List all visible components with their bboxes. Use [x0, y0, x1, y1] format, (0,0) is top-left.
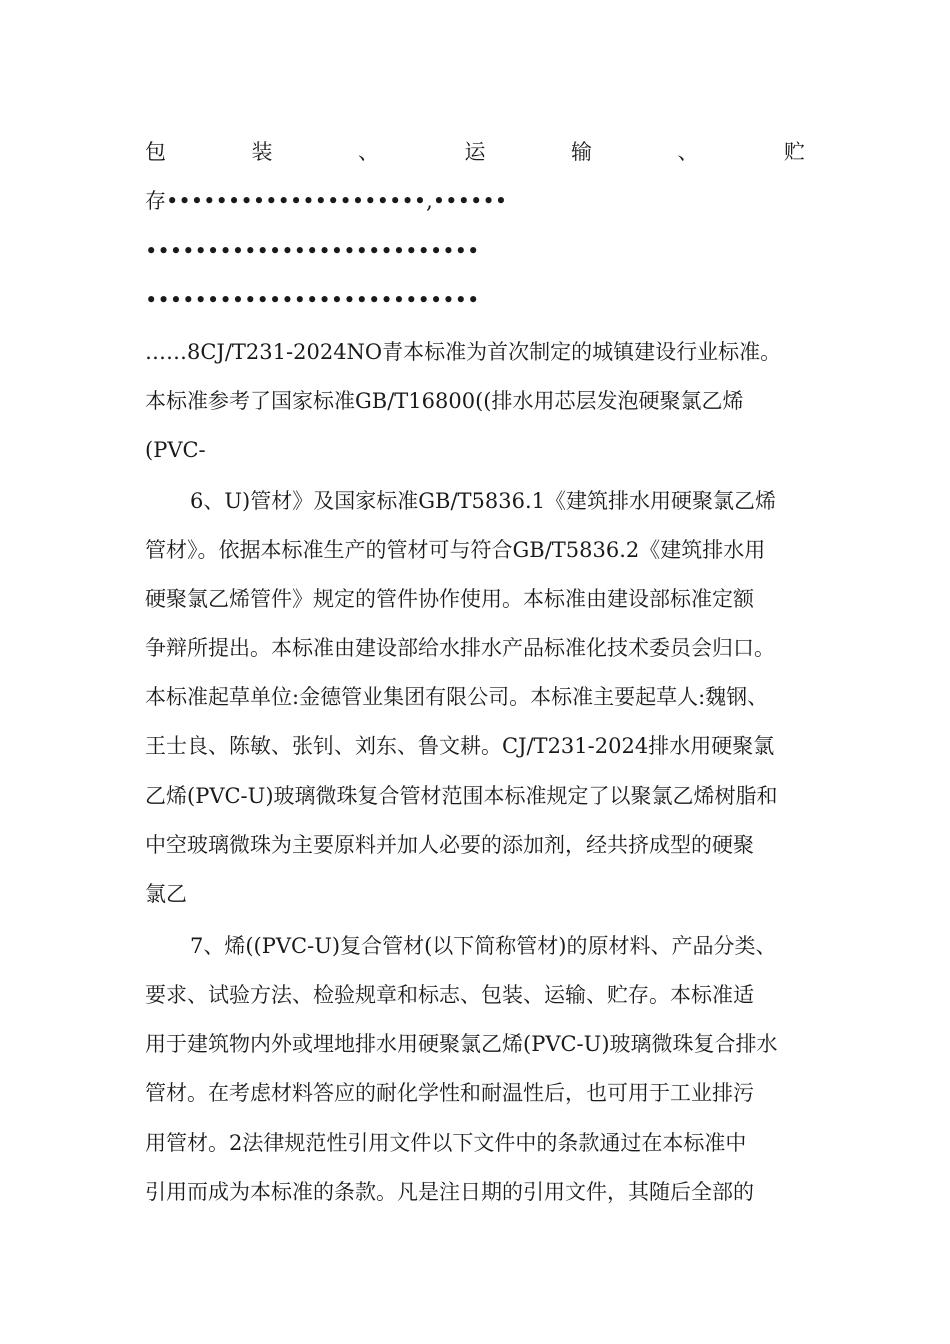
char-comma-1: 、: [358, 140, 379, 164]
text-line-5: ……8CJ/T231-2024NO青本标准为首次制定的城镇建设行业标准。: [145, 340, 782, 364]
text-line-20: 管材。在考虑材料答应的耐化学性和耐温性后，也可用于工业排污: [145, 1081, 754, 1105]
text-line-10: 硬聚氯乙烯管件》规定的管件协作使用。本标准由建设部标准定额: [145, 587, 754, 611]
char-bao: 包: [145, 140, 166, 164]
text-line-19: 用于建筑物内外或埋地排水用硬聚氯乙烯(PVC-U)玻璃微珠复合排水: [145, 1032, 778, 1056]
text-line-6: 本标准参考了国家标准GB/T16800((排水用芯层发泡硬聚氯乙烯: [145, 389, 744, 413]
text-line-heading: [145, 137, 805, 167]
text-line-21: 用管材。2法律规范性引用文件以下文件中的条款通过在本标准中: [145, 1131, 747, 1155]
char-yun: 运: [464, 140, 486, 164]
text-line-toc-2: •••••••••••••••••••••••••••: [145, 239, 480, 263]
text-line-16: 氯乙: [145, 882, 187, 906]
char-shu: 输: [571, 140, 592, 164]
char-zhu: 贮: [784, 140, 805, 164]
text-line-toc-1: 存•••••••••••••••••••••,••••••: [145, 189, 508, 213]
text-line-11: 争辩所提出。本标准由建设部给水排水产品标准化技术委员会归口。: [145, 636, 775, 660]
text-line-7: (PVC-: [145, 438, 206, 462]
text-line-8: 6、U)管材》及国家标准GB/T5836.1《建筑排水用硬聚氯乙烯: [190, 489, 777, 513]
char-zhuang: 装: [251, 140, 273, 164]
text-line-12: 本标准起草单位:金德管业集团有限公司。本标准主要起草人:魏钢、: [145, 685, 769, 709]
text-line-14: 乙烯(PVC-U)玻璃微珠复合管材范围本标准规定了以聚氯乙烯树脂和: [145, 784, 778, 808]
char-comma-2: 、: [677, 140, 699, 164]
text-line-13: 王士良、陈敏、张钊、刘东、鲁文耕。CJ/T231-2024排水用硬聚氯: [145, 734, 775, 758]
text-line-22: 引用而成为本标准的条款。凡是注日期的引用文件，其随后全部的: [145, 1180, 754, 1204]
text-line-9: 管材》。依据本标准生产的管材可与符合GB/T5836.2《建筑排水用: [145, 538, 766, 562]
text-line-toc-3: •••••••••••••••••••••••••••: [145, 288, 480, 312]
text-line-15: 中空玻璃微珠为主要原料并加人必要的添加剂，经共挤成型的硬聚: [145, 833, 754, 857]
text-line-18: 要求、试验方法、检验规章和标志、包装、运输、贮存。本标准适: [145, 983, 754, 1007]
text-line-17: 7、烯((PVC-U)复合管材(以下简称管材)的原材料、产品分类、: [190, 934, 777, 958]
